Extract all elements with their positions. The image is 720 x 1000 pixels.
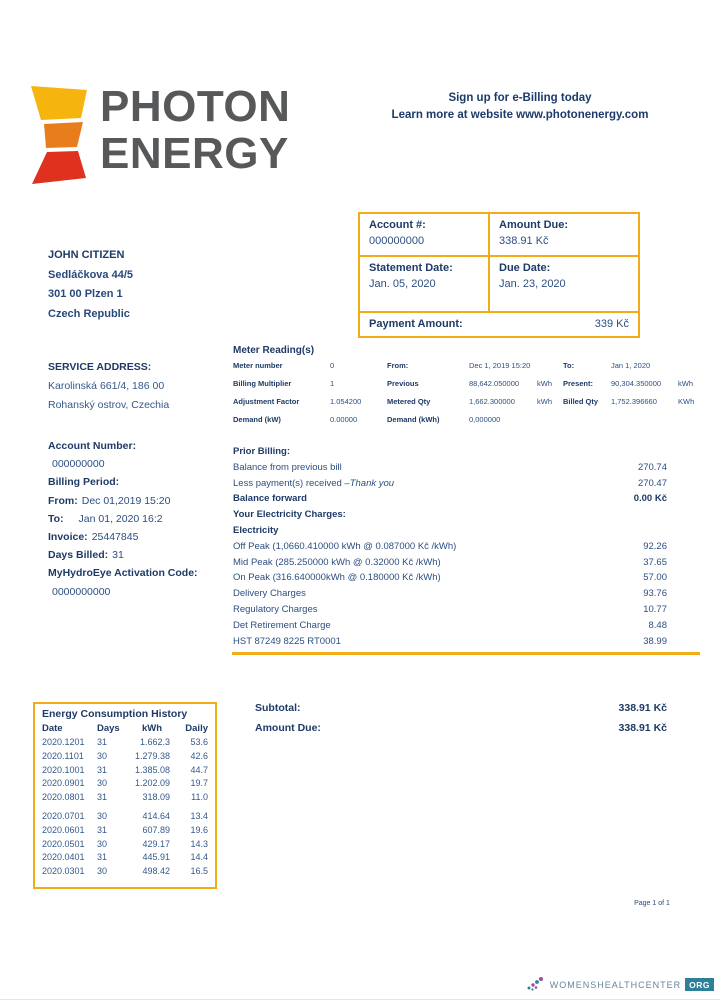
history-row [42,838,208,852]
meter-reading-row [233,415,700,433]
customer-address-line1: Sedláčkova 44/5 [48,268,134,281]
history-days: 31 [97,737,108,747]
charge-amount: 8.48 [648,619,667,631]
meter-reading-row [233,361,700,379]
amount-due-value: 338.91 Kč [499,235,549,247]
meter-row-value3: 1,752.396660 [611,397,657,406]
consumption-history-rows [42,736,208,879]
meter-row-value3: Jan 1, 2020 [611,361,651,370]
watermark-dots-icon [526,976,546,993]
customer-address-block [48,246,133,324]
charge-line [233,523,700,539]
charge-label [233,476,394,492]
charge-label [233,491,307,507]
service-address-block [48,358,169,415]
to-value: Jan 01, 2020 16:2 [78,512,163,525]
customer-address-line3: Czech Republic [48,307,130,320]
account-details-block [48,437,198,601]
meter-row-label2: Previous [387,379,419,388]
charges-section [233,444,700,649]
meter-row-label2: From: [387,361,409,370]
payment-amount-row [360,311,638,336]
history-daily: 11.0 [191,792,208,803]
charge-label-text: Balance from previous bill [233,461,342,473]
meter-row-label: Billing Multiplier [233,379,292,388]
charge-label-text: Regulatory Charges [233,603,318,615]
history-row [42,764,208,778]
charge-label-text: Your Electricity Charges: [233,509,346,521]
consumption-history-box [33,702,217,889]
meter-row-label: Meter number [233,361,283,370]
history-header-kwh: kWh [141,723,162,734]
charge-label [233,523,278,539]
statement-date-value: Jan. 05, 2020 [369,278,436,290]
charge-label [233,460,342,476]
charge-line [233,586,700,602]
days-billed-line [48,546,198,564]
charge-label-text: Off Peak (1,0660.410000 kWh @ 0.087000 Kč /kWh) [233,540,457,552]
charge-label [233,602,318,618]
watermark-site-name: WOMENSHEALTHCENTER [549,979,682,990]
totals-section [255,699,667,738]
meter-readings-title: Meter Reading(s) [233,345,315,356]
consumption-history-header [42,723,208,734]
photon-energy-logo-icon [30,85,96,185]
ebilling-promo [340,90,700,124]
history-daily: 13.4 [190,810,208,821]
history-date: 2020.0601 [42,824,85,835]
charge-line [233,570,700,586]
charge-amount: 57.00 [643,572,667,584]
history-daily: 42.6 [190,750,208,761]
meter-row-value: 0 [330,361,335,370]
due-date-label: Due Date: [499,262,551,274]
meter-row-unit1: kWh [537,397,552,406]
history-row [42,865,208,879]
meter-row-label2: Metered Qty [387,397,431,406]
meter-row-unit1: kWh [537,379,552,388]
activation-code-heading: MyHydroEye Activation Code: [48,567,198,580]
brand-line2: ENERGY [100,129,289,178]
charges-divider-line [232,652,700,655]
charge-line [233,476,700,492]
charge-amount: 10.77 [643,603,667,615]
history-kwh: 1.385.08 [134,764,170,775]
amount-due-cell [490,214,638,257]
days-billed-value: 31 [112,549,124,562]
payment-amount-label: Payment Amount: [369,318,463,330]
account-summary-grid [360,214,638,311]
charge-line [233,491,700,507]
charge-line [233,634,700,650]
charge-line [233,539,700,555]
subtotal-row [255,699,667,719]
history-daily: 44.7 [190,764,208,775]
logo-red-band [32,151,86,184]
charge-line [233,460,700,476]
history-row [42,736,208,750]
history-row [42,750,208,764]
logo-yellow-band [31,86,87,120]
history-header-date: Date [42,723,63,734]
meter-row-value2: 88,642.050000 [469,379,520,388]
statement-date-cell [360,257,490,311]
prior-billing-title: Prior Billing: [233,446,290,457]
history-daily: 14.3 [190,838,208,849]
charge-label-text: Less payment(s) received [233,477,345,489]
logo-orange-band [44,122,83,148]
history-kwh: 498.42 [142,866,170,877]
history-row [42,851,208,865]
meter-row-value: 1 [330,379,335,388]
history-kwh: 414.64 [142,810,170,821]
history-row [42,824,208,838]
history-kwh: 429.17 [142,838,170,849]
watermark-org-badge: ORG [685,978,714,991]
amount-due-label: Amount Due: [499,219,569,231]
history-daily: 19.6 [190,824,208,835]
meter-row-unit2: KWh [678,397,695,406]
history-days: 31 [97,764,108,775]
history-days: 30 [97,778,108,789]
history-kwh: 445.91 [142,852,170,863]
promo-line1: Sign up for e-Billing today [448,92,592,104]
charge-label-text: Balance forward [233,493,307,505]
billing-period-heading: Billing Period: [48,476,120,489]
history-date: 2020.1201 [42,737,85,747]
meter-readings-table [233,361,700,433]
meter-row-label: Adjustment Factor [233,397,300,406]
account-summary-box [358,212,640,338]
brand-name [100,83,290,177]
subtotal-value: 338.91 Kč [618,702,667,714]
meter-row-value3: 90,304.350000 [611,379,662,388]
invoice-line [48,528,198,546]
charge-label [233,570,441,586]
history-row [42,777,208,791]
history-date: 2020.0901 [42,778,85,789]
history-days: 31 [97,792,108,803]
charge-line [233,555,700,571]
meter-row-label3: Billed Qty [563,397,599,406]
charge-amount [612,507,667,523]
amount-due-row [255,719,667,739]
billing-from-line [48,492,198,510]
history-header-daily: Daily [185,723,208,734]
charge-line [233,507,700,523]
account-number-cell [360,214,490,257]
charge-amount: 93.76 [643,588,667,600]
meter-row-label3: To: [563,361,575,370]
meter-row-label2: Demand (kWh) [387,415,440,424]
charge-label-text: On Peak (316.640000kWh @ 0.180000 Kč /kWh) [233,572,441,584]
charge-line [233,618,700,634]
meter-row-unit2: kWh [678,379,693,388]
charge-amount: 270.74 [637,461,667,473]
history-kwh: 1.662.3 [139,737,170,747]
history-daily: 16.5 [190,866,208,877]
meter-row-label3: Present: [563,379,594,388]
charge-label [233,539,456,555]
history-header-days: Days [97,723,120,734]
statement-date-label: Statement Date: [369,262,453,274]
invoice-value: 25447845 [91,531,139,544]
history-days: 30 [97,866,108,877]
charge-label-text: Det Retirement Charge [233,619,331,631]
history-date: 2020.1101 [42,750,84,761]
page-number: Page 1 of 1 [634,900,670,907]
history-daily: 19.7 [190,778,208,789]
history-row [42,791,208,805]
invoice-label: Invoice: [48,531,88,544]
charge-label [233,634,341,650]
charge-label-italic: –Thank you [344,477,395,489]
meter-row-value2: 0,000000 [469,415,501,424]
charge-label-text: Delivery Charges [233,588,306,600]
charge-label-text: Electricity [233,524,279,536]
due-date-cell [490,257,638,311]
charge-label [233,586,306,602]
subtotal-label: Subtotal: [255,702,301,714]
meter-reading-row [233,379,700,397]
history-date: 2020.0501 [42,838,85,849]
charge-amount: 92.26 [643,540,667,552]
customer-name: JOHN CITIZEN [48,249,125,261]
account-number-label: Account #: [369,219,426,231]
history-date: 2020.0701 [42,810,85,821]
days-billed-label: Days Billed: [48,549,109,562]
meter-row-value: 0.00000 [330,415,358,424]
service-address-line1: Karolinská 661/4, 186 00 [48,380,165,392]
brand-line1: PHOTON [100,82,291,131]
history-daily: 53.6 [190,737,208,747]
meter-row-value2: 1,662.300000 [469,397,515,406]
history-daily: 14.4 [190,852,208,863]
customer-address-line2: 301 00 Plzen 1 [48,288,123,300]
history-days: 31 [97,824,108,835]
charge-amount: 270.47 [637,477,667,489]
history-date: 2020.0801 [42,792,85,803]
charge-amount: 0.00 Kč [633,493,667,505]
due-date-value: Jan. 23, 2020 [499,278,566,290]
meter-row-label: Demand (kW) [233,415,281,424]
meter-reading-row [233,397,700,415]
account-number: 000000000 [52,458,105,471]
account-number-heading: Account Number: [48,440,137,452]
watermark [526,976,714,993]
history-kwh: 318.09 [142,792,170,803]
charge-label [233,507,346,523]
consumption-history-title: Energy Consumption History [42,708,188,720]
history-days: 30 [97,810,108,821]
payment-amount-value: 339 Kč [594,318,629,330]
charge-label [233,555,441,571]
charge-amount: 37.65 [643,556,667,568]
charge-label-text: HST 87249 8225 RT0001 [233,635,341,647]
history-kwh: 1.202.09 [134,778,170,789]
total-amount-due-label: Amount Due: [255,721,321,734]
charge-label [233,618,331,634]
meter-row-value2: Dec 1, 2019 15:20 [469,361,531,370]
service-address-line2: Rohanský ostrov, Czechia [48,399,170,411]
billing-to-line [48,510,198,528]
activation-code-value: 0000000000 [52,585,111,598]
charge-label-text: Mid Peak (285.250000 kWh @ 0.32000 Kč /kWh) [233,556,441,568]
history-date: 2020.0301 [42,866,85,877]
history-row [42,810,208,824]
charge-amount: 38.99 [643,635,667,647]
total-amount-due-value: 338.91 Kč [618,721,667,734]
from-label: From: [48,494,78,507]
service-address-label: SERVICE ADDRESS: [48,361,152,373]
history-days: 30 [97,750,108,761]
meter-row-value: 1.054200 [330,397,362,406]
account-number-value: 000000000 [369,235,425,247]
charge-amount [612,523,667,539]
charges-list [233,460,700,650]
history-date: 2020.1001 [42,764,85,775]
history-days: 30 [97,838,108,849]
history-kwh: 1.279.38 [134,750,170,761]
to-label: To: [48,512,64,525]
history-days: 31 [97,852,108,863]
promo-line2: Learn more at website www.photonenergy.com [391,109,649,121]
from-value: Dec 01,2019 15:20 [81,494,171,507]
history-kwh: 607.89 [142,824,170,835]
history-date: 2020.0401 [42,852,85,863]
charge-line [233,602,700,618]
meter-readings-section [233,345,700,433]
